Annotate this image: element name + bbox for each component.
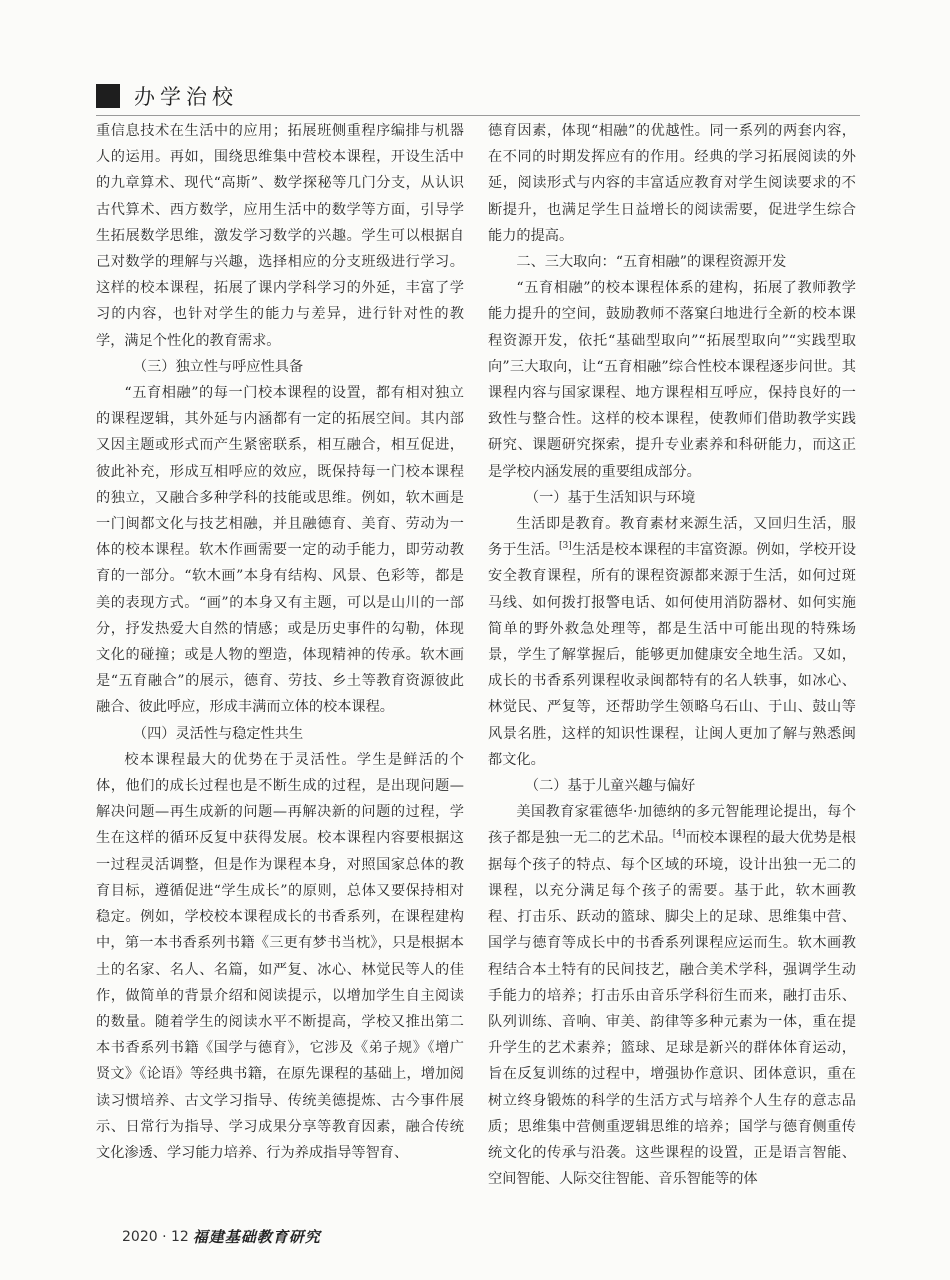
paragraph: “五育相融”的每一门校本课程的设置，都有相对独立的课程逻辑，其外延与内涵都有一定的拓展空间。其内部又因主题或形式而产生紧密联系，相互融合，相互促进，彼此补充，形成互相呼应的效应，既保持每一门校本课程的独立，又融合多种学科的技能或思维。例如，软木画是一门闽都文化与技艺相融，并且融德育、美育、劳动为一体的校本课程。软木作画需要一定的动手能力，即劳动教育的一部分。“软木画”本身有结构、风景、色彩等，都是美的表现方式。“画”的本身又有主题，可以是山川的一部分，抒发热爱大自然的情感；或是历史事件的勾勒，体现文化的碰撞；或是人物的塑造，体现精神的传承。软木画是“五育融合”的展示，德育、劳技、乡土等教育资源彼此融合、彼此呼应，形成丰满而立体的校本课程。 [96, 385, 464, 716]
subsection-heading: （二）基于儿童兴趣与偏好 [524, 778, 696, 795]
right-column [488, 118, 856, 1192]
subsection-heading: （四）灵活性与稳定性共生 [132, 725, 304, 742]
paragraph: “五育相融”的校本课程体系的建构，拓展了教师教学能力提升的空间，鼓励教师不落窠臼地进行全新的校本课程资源开发，依托“基础型取向”“拓展型取向”“实践型取向”三大取向，让“五育相融”综合性校本课程逐步问世。其课程内容与国家课程、地方课程相互呼应，保持良好的一致性与整合性。这样的校本课程，使教师们借助教学实践研究、课题研究探索，提升专业素养和科研能力，而这正是学校内涵发展的重要组成部分。 [488, 280, 856, 480]
paragraph-text: 而校本课程的最大优势是根据每个孩子的特点、每个区域的环境，设计出独一无二的课程，以充分满足每个孩子的需要。基于此，软木画教程、打击乐、跃动的篮球、脚尖上的足球、思维集中营、国学与德育等成长中的书香系列课程应运而生。软木画教程结合本土特有的民间技艺，融合美术学科，强调学生动手能力的培养；打击乐由音乐学科衍生而来，融打击乐、队列训练、音响、审美、韵律等多种元素为一体，重在提升学生的艺术素养；篮球、足球是新兴的群体体育运动，旨在反复训练的过程中，增强协作意识、团体意识，重在树立终身锻炼的科学的生活方式与培养个人生存的意志品质；思维集中营侧重逻辑思维的培养；国学与德育侧重传统文化的传承与沿袭。这些课程的设置，正是语言智能、空间智能、人际交往智能、音乐智能等的体 [488, 830, 856, 1188]
section-title: 办学治校 [134, 85, 238, 109]
paragraph-text: 美国教育家霍德华·加德纳的多元智能理论提出，每个孩子都是独一无二的艺术品。 [488, 804, 856, 847]
paragraph [488, 511, 856, 773]
left-column [96, 118, 464, 1166]
section-header [96, 80, 238, 112]
journal-name: 福建基础教育研究 [192, 1228, 321, 1246]
paragraph [488, 799, 856, 1192]
page-footer [122, 1226, 321, 1247]
paragraph-text: 生活即是教育。教育素材来源生活，又回归生活，服务于生活。 [488, 516, 856, 559]
header-divider [96, 115, 860, 116]
page-number: 2020 · 12 [122, 1228, 189, 1245]
subsection-heading: （一）基于生活知识与环境 [524, 489, 696, 506]
section-marker-square [96, 84, 120, 108]
paragraph: 校本课程最大的优势在于灵活性。学生是鲜活的个体，他们的成长过程也是不断生成的过程，是出现问题—解决问题—再生成新的问题—再解决新的问题的过程，学生在这样的循环反复中获得发展。校本课程内容要根据这一过程灵活调整，但是作为课程本身，对照国家总体的教育目标，遵循促进“学生成长”的原则，总体又要保持相对稳定。例如，学校校本课程成长的书香系列，在课程建构中，第一本书香系列书籍《三更有梦书当枕》，只是根据本土的名家、名人、名篇，如严复、冰心、林觉民等人的佳作，做简单的背景介绍和阅读提示，以增加学生自主阅读的数量。随着学生的阅读水平不断提高，学校又推出第二本书香系列书籍《国学与德育》，它涉及《弟子规》《增广贤文》《论语》等经典书籍，在原先课程的基础上，增加阅读习惯培养、古文学习指导、传统美德提炼、古今事件展示、日常行为指导、学习成果分享等教育因素，融合传统文化渗透、学习能力培养、行为养成指导等智育、 [96, 751, 464, 1161]
paragraph-text: 生活是校本课程的丰富资源。例如，学校开设安全教育课程，所有的课程资源都来源于生活，如何过斑马线、如何拨打报警电话、如何使用消防器材、如何实施简单的野外救急处理等，都是生活中可能出现的特殊场景，学生了解掌握后，能够更加健康安全地生活。又如，成长的书香系列课程收录闽都特有的名人轶事，如冰心、林觉民、严复等，还帮助学生领略乌石山、于山、鼓山等风景名胜，这样的知识性课程，让闽人更加了解与熟悉闽都文化。 [488, 542, 856, 768]
paragraph: 德育因素，体现“相融”的优越性。同一系列的两套内容，在不同的时期发挥应有的作用。经典的学习拓展阅读的外延，阅读形式与内容的丰富适应教育对学生阅读要求的不断提升，也满足学生日益增长的阅读需要，促进学生综合能力的提高。 [488, 123, 856, 244]
citation-ref: [4] [672, 829, 686, 840]
paragraph: 重信息技术在生活中的应用；拓展班侧重程序编排与机器人的运用。再如，围绕思维集中营校本课程，开设生活中的九章算术、现代“高斯”、数学探秘等几门分支，从认识古代算术、西方数学，应用生活中的数学等方面，引导学生拓展数学思维，激发学习数学的兴趣。学生可以根据自己对数学的理解与兴趣，选择相应的分支班级进行学习。这样的校本课程，拓展了课内学科学习的外延，丰富了学习的内容，也针对学生的能力与差异，进行针对性的教学，满足个性化的教育需求。 [96, 123, 464, 349]
subsection-heading: （三）独立性与呼应性具备 [132, 358, 304, 375]
citation-ref: [3] [559, 541, 572, 552]
section-heading: 二、三大取向：“五育相融”的课程资源开发 [516, 254, 787, 271]
